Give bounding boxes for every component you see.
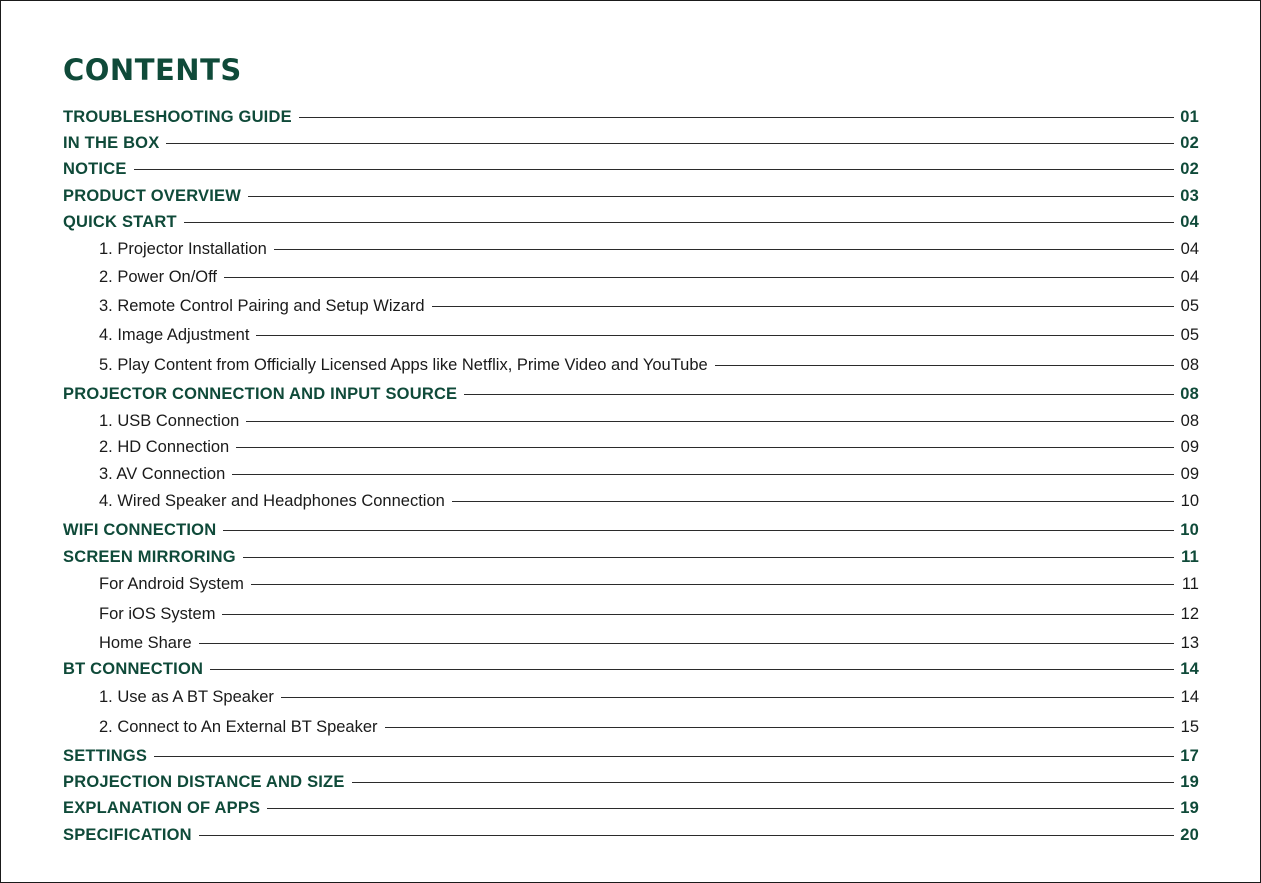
toc-subsection-entry[interactable] [99,355,1199,375]
toc-subsection-entry[interactable] [99,296,1199,316]
toc-section-entry[interactable] [63,384,1199,404]
toc-subsection-entry[interactable] [99,464,1199,484]
entry-page-number: 08 [1180,411,1199,430]
entry-label: 3. Remote Control Pairing and Setup Wizard [99,296,425,315]
toc-subsection-entry[interactable] [99,239,1199,259]
entry-page-number: 19 [1180,772,1199,791]
leader-line [246,421,1174,422]
toc-section-entry[interactable] [63,212,1199,232]
entry-page-number: 17 [1180,746,1199,765]
entry-label: 1. Projector Installation [99,239,267,258]
entry-page-number: 08 [1180,384,1199,403]
entry-page-number: 11 [1181,574,1199,593]
page-title: CONTENTS [63,53,242,87]
entry-label: TROUBLESHOOTING GUIDE [63,107,292,126]
entry-label: QUICK START [63,212,177,231]
leader-line [281,697,1174,698]
entry-page-number: 05 [1180,296,1199,315]
entry-label: SETTINGS [63,746,148,765]
entry-page-number: 04 [1180,267,1199,286]
entry-label: PRODUCT OVERVIEW [63,186,241,205]
leader-line [432,306,1174,307]
entry-label: 4. Wired Speaker and Headphones Connection [99,491,445,510]
toc-subsection-entry[interactable] [99,411,1199,431]
leader-line [223,530,1174,531]
toc-section-entry[interactable] [63,798,1199,818]
entry-label: WIFI CONNECTION [63,520,217,539]
entry-label: NOTICE [63,159,127,178]
entry-page-number: 10 [1180,491,1199,510]
entry-page-number: 14 [1180,659,1199,678]
leader-line [248,196,1174,197]
entry-page-number: 20 [1180,825,1199,844]
entry-label: SPECIFICATION [63,825,192,844]
entry-page-number: 03 [1180,186,1199,205]
toc-subsection-entry[interactable] [99,574,1199,594]
entry-label: SCREEN MIRRORING [63,547,236,566]
entry-label: EXPLANATION OF APPS [63,798,261,817]
entry-page-number: 04 [1180,239,1199,258]
entry-page-number: 02 [1180,159,1199,178]
entry-label: BT CONNECTION [63,659,204,678]
leader-line [267,808,1174,809]
entry-label: 1. Use as A BT Speaker [99,687,274,706]
entry-label: 3. AV Connection [99,464,226,483]
entry-label: 1. USB Connection [99,411,240,430]
toc-section-entry[interactable] [63,746,1199,766]
entry-page-number: 11 [1181,547,1199,566]
leader-line [199,643,1174,644]
leader-line [452,501,1174,502]
entry-label: 4. Image Adjustment [99,325,250,344]
toc-subsection-entry[interactable] [99,687,1199,707]
toc-section-entry[interactable] [63,159,1199,179]
leader-line [274,249,1174,250]
entry-page-number: 13 [1180,633,1199,652]
leader-line [166,143,1174,144]
toc-subsection-entry[interactable] [99,325,1199,345]
entry-page-number: 08 [1180,355,1199,374]
leader-line [184,222,1174,223]
toc-section-entry[interactable] [63,133,1199,153]
leader-line [210,669,1174,670]
entry-label: IN THE BOX [63,133,160,152]
toc-section-entry[interactable] [63,772,1199,792]
toc-section-entry[interactable] [63,186,1199,206]
entry-label: PROJECTOR CONNECTION AND INPUT SOURCE [63,384,458,403]
leader-line [199,835,1174,836]
toc-subsection-entry[interactable] [99,604,1199,624]
toc-subsection-entry[interactable] [99,437,1199,457]
leader-line [352,782,1174,783]
leader-line [385,727,1174,728]
leader-line [222,614,1174,615]
toc-subsection-entry[interactable] [99,267,1199,287]
entry-page-number: 09 [1180,464,1199,483]
leader-line [299,117,1174,118]
entry-page-number: 04 [1180,212,1199,231]
toc-section-entry[interactable] [63,520,1199,540]
toc-subsection-entry[interactable] [99,491,1199,511]
entry-page-number: 02 [1180,133,1199,152]
table-of-contents [63,1,1199,882]
toc-section-entry[interactable] [63,107,1199,127]
entry-page-number: 10 [1180,520,1199,539]
entry-label: 2. Power On/Off [99,267,217,286]
entry-page-number: 19 [1180,798,1199,817]
entry-page-number: 15 [1180,717,1199,736]
entry-page-number: 01 [1180,107,1199,126]
entry-label: For Android System [99,574,244,593]
toc-section-entry[interactable] [63,825,1199,845]
leader-line [715,365,1174,366]
leader-line [243,557,1174,558]
toc-subsection-entry[interactable] [99,633,1199,653]
leader-line [232,474,1174,475]
entry-label: Home Share [99,633,192,652]
entry-label: PROJECTION DISTANCE AND SIZE [63,772,345,791]
leader-line [224,277,1174,278]
leader-line [256,335,1174,336]
entry-label: 5. Play Content from Officially Licensed Apps like Netflix, Prime Video and YouTube [99,355,708,374]
entry-label: For iOS System [99,604,216,623]
entry-page-number: 09 [1180,437,1199,456]
toc-subsection-entry[interactable] [99,717,1199,737]
entry-label: 2. Connect to An External BT Speaker [99,717,378,736]
entry-page-number: 05 [1180,325,1199,344]
leader-line [236,447,1174,448]
toc-section-entry[interactable] [63,659,1199,679]
leader-line [251,584,1174,585]
entry-page-number: 14 [1180,687,1199,706]
leader-line [154,756,1174,757]
entry-label: 2. HD Connection [99,437,230,456]
entry-page-number: 12 [1180,604,1199,623]
leader-line [464,394,1174,395]
leader-line [134,169,1174,170]
toc-section-entry[interactable] [63,547,1199,567]
